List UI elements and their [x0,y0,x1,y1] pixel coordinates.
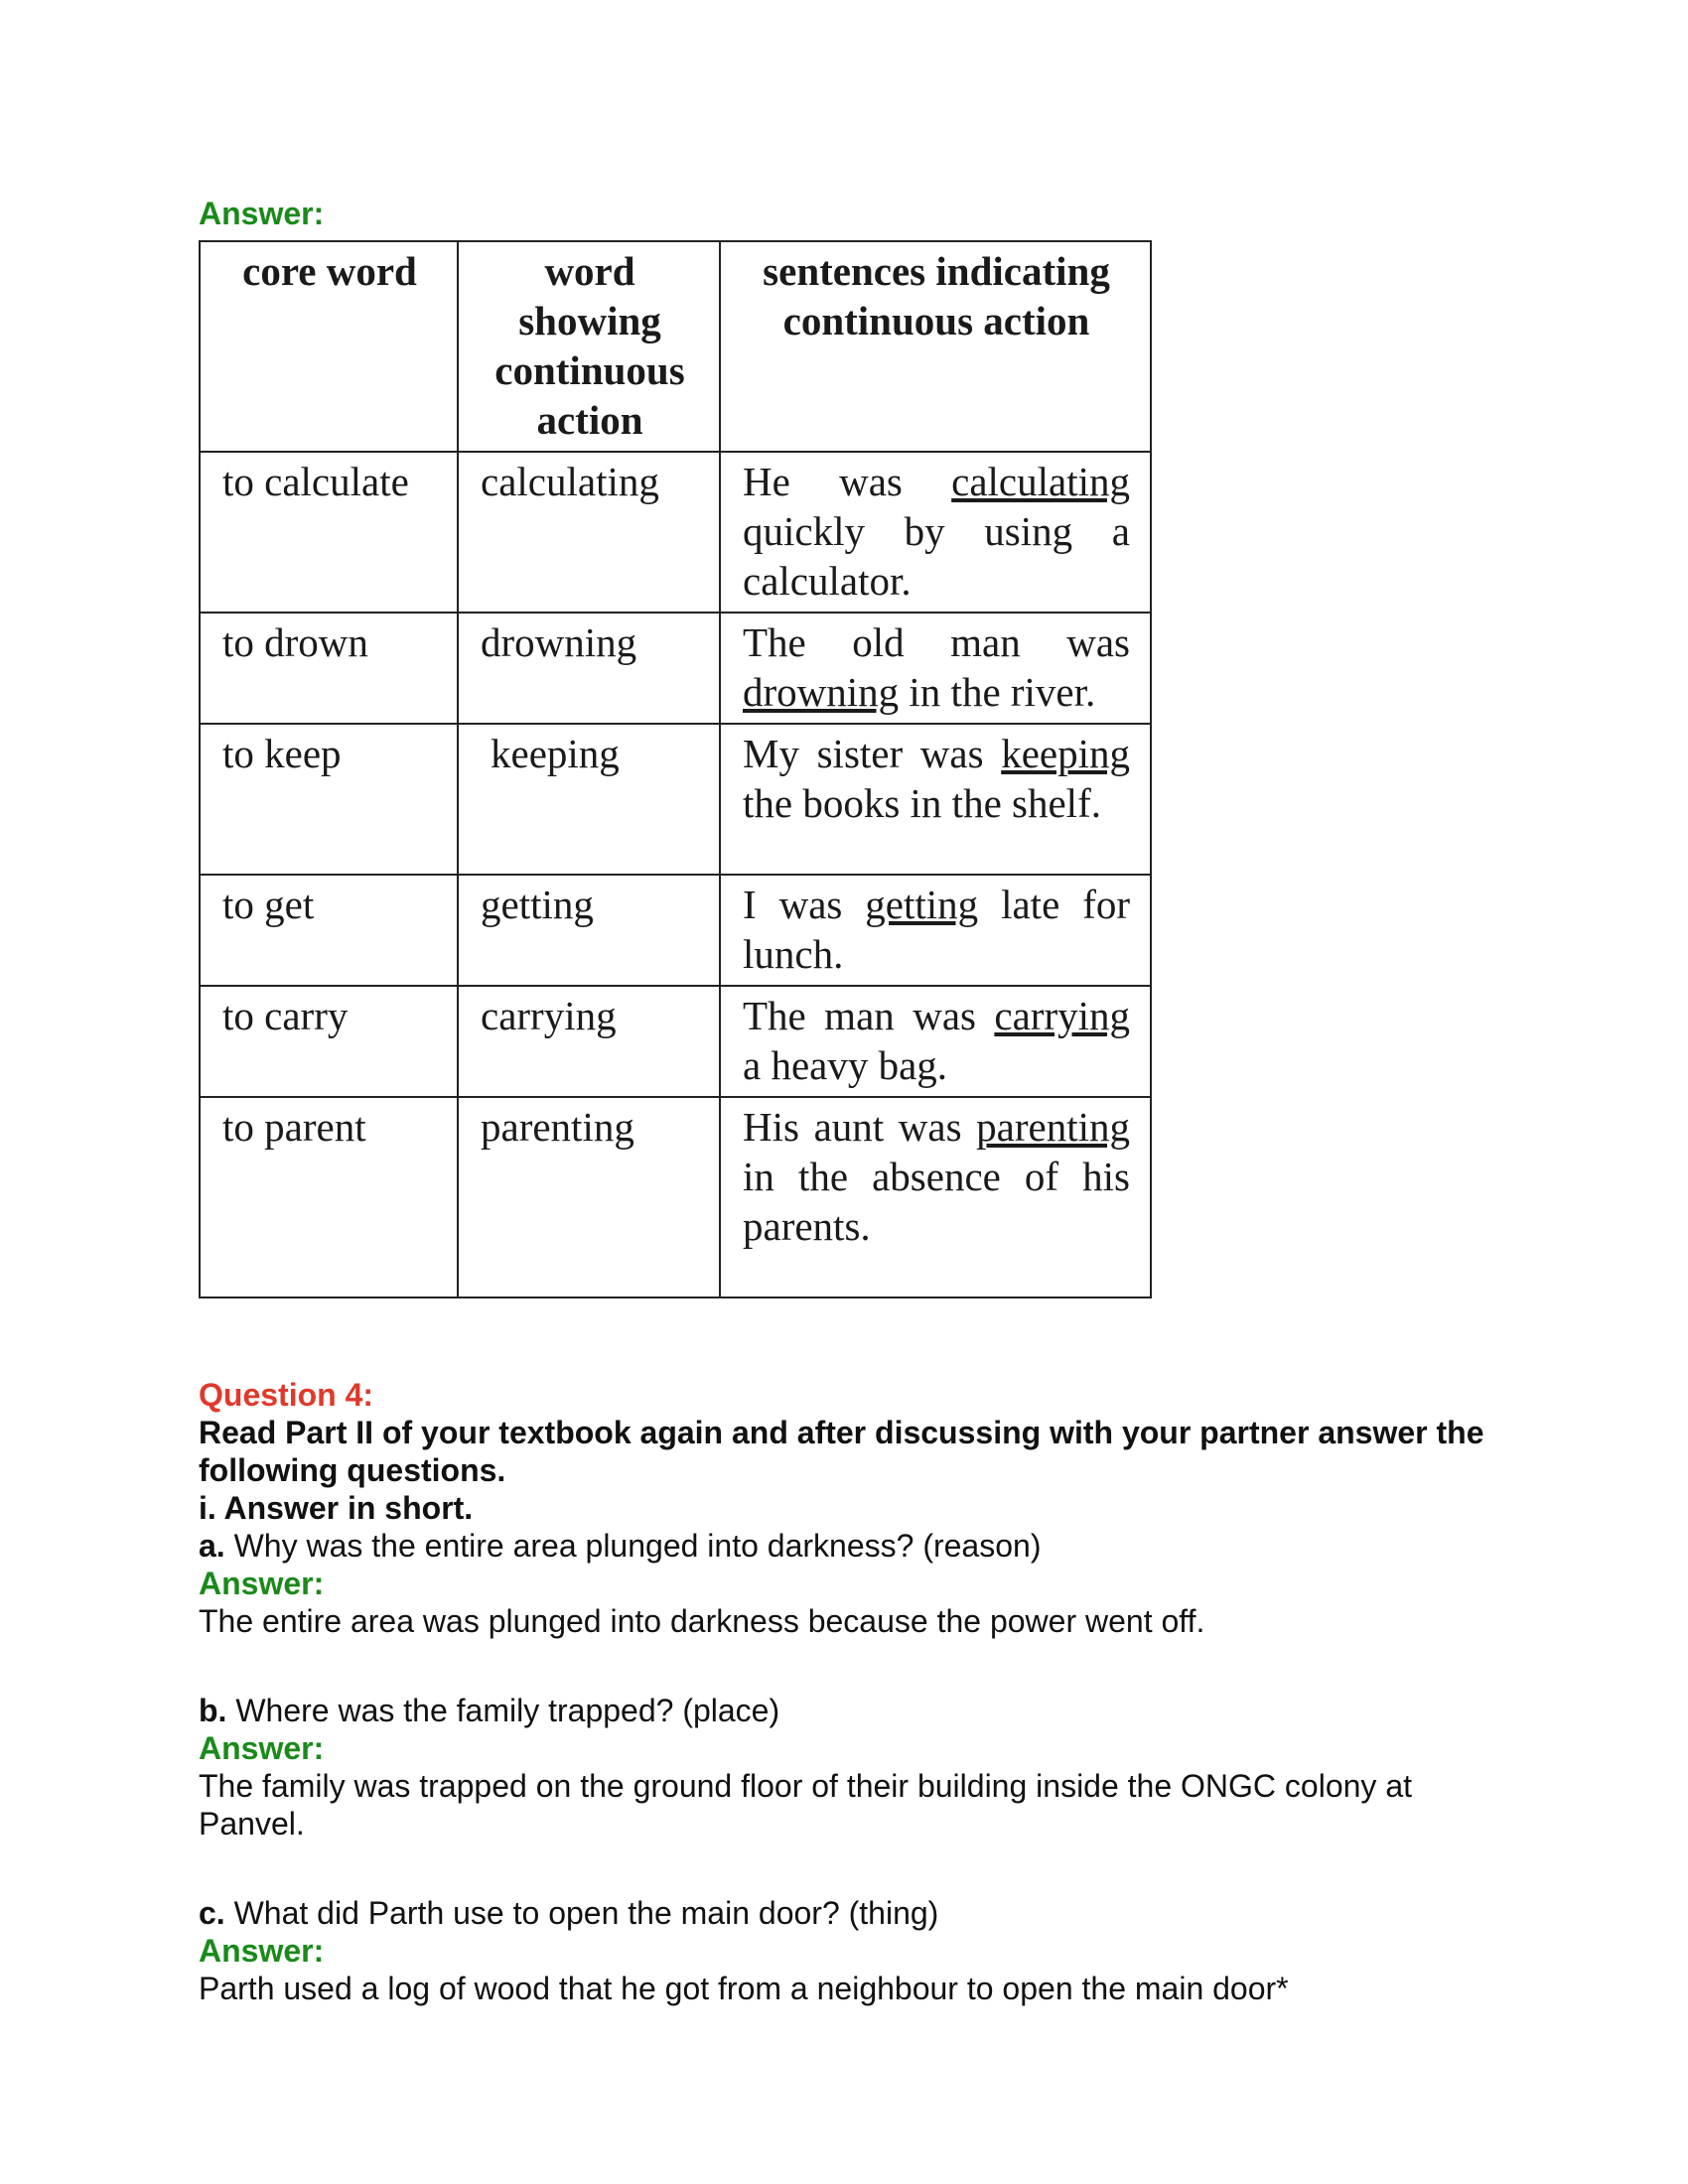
question-label: Question 4: [199,1377,374,1413]
cell-core-word: to drown [200,613,458,724]
answer-text: Parth used a log of wood that he got from a neighbour to open the main door* [199,1971,1289,2006]
answer-label: Answer: [199,1933,325,1969]
header-word-showing: word showing continuous action [458,241,720,452]
cell-sentence: He was calculating quickly by using a calculator. [720,452,1151,613]
answer-table [199,240,1152,1298]
header-core-word: core word [200,241,458,452]
answer-label: Answer: [199,196,325,231]
cell-sentence: My sister was keeping the books in the shelf. [720,724,1151,875]
question-text: a. Why was the entire area plunged into darkness? (reason) [199,1528,1042,1564]
cell-sentence: His aunt was parenting in the absence of his parents. [720,1097,1151,1297]
cell-core-word: to carry [200,986,458,1097]
cell-sentence: The man was carrying a heavy bag. [720,986,1151,1097]
answer-label: Answer: [199,1730,325,1766]
cell-continuous-word: calculating [458,452,720,613]
table-row [200,724,1151,875]
answer-label: Answer: [199,1566,325,1601]
cell-sentence: I was getting late for lunch. [720,875,1151,986]
question-item-a [199,1527,1489,1640]
document-page [199,195,1489,2007]
cell-sentence: The old man was drowning in the river. [720,613,1151,724]
question-item-c [199,1894,1489,2007]
table-row [200,986,1151,1097]
cell-continuous-word: keeping [458,724,720,875]
answer-text: The entire area was plunged into darkness because the power went off. [199,1603,1205,1639]
cell-core-word: to get [200,875,458,986]
underlined-word: getting [865,882,979,927]
question-text: b. Where was the family trapped? (place) [199,1693,780,1728]
underlined-word: calculating [951,459,1130,504]
question-text: c. What did Parth use to open the main door? (thing) [199,1895,939,1931]
cell-continuous-word: carrying [458,986,720,1097]
underlined-word: parenting [976,1104,1130,1150]
cell-continuous-word: drowning [458,613,720,724]
cell-core-word: to parent [200,1097,458,1297]
cell-continuous-word: parenting [458,1097,720,1297]
table-row [200,613,1151,724]
cell-core-word: to calculate [200,452,458,613]
underlined-word: drowning [743,669,900,715]
sub-heading: i. Answer in short. [199,1490,474,1526]
cell-continuous-word: getting [458,875,720,986]
cell-core-word: to keep [200,724,458,875]
underlined-word: carrying [994,993,1130,1038]
table-row [200,1097,1151,1297]
header-sentences: sentences indicating continuous action [720,241,1151,452]
table-header-row [200,241,1151,452]
question-item-b [199,1692,1489,1843]
underlined-word: keeping [1001,731,1130,776]
question-instruction: Read Part II of your textbook again and after discussing with your partner answer the following questions. [199,1415,1484,1488]
table-row [200,452,1151,613]
table-row [200,875,1151,986]
answer-text: The family was trapped on the ground floor of their building inside the ONGC colony at Panvel. [199,1768,1412,1842]
